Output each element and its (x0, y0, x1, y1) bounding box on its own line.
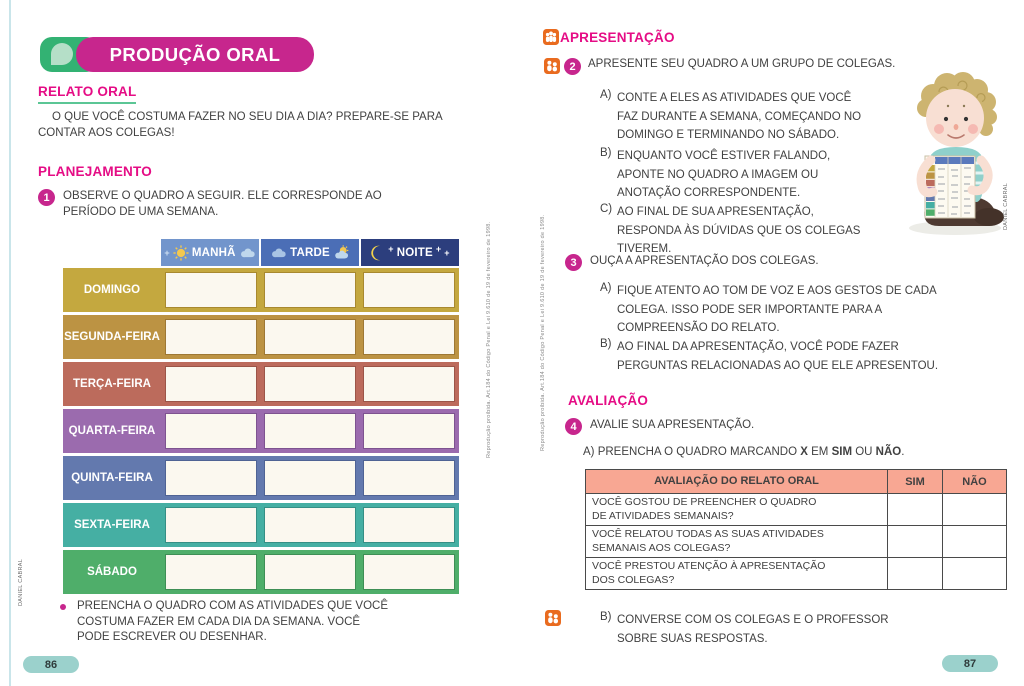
fill-table-instruction: PREENCHA O QUADRO COM AS ATIVIDADES QUE VOCÊ COSTUMA FAZER EM CADA DIA DA SEMANA. VOCÊ PODE ESCREVER OU DESENHAR. (60, 599, 390, 646)
activity-cell (363, 366, 455, 402)
section-banner (40, 37, 314, 72)
activity-cell (165, 319, 257, 355)
column-label: NOITE (396, 246, 433, 259)
sparkle-icon: + (164, 247, 170, 258)
item-4-sub-a: A) PREENCHA O QUADRO MARCANDO X EM SIM OU NÃO. (583, 446, 905, 458)
day-row-sabado (63, 550, 459, 594)
sim-answer-cell (888, 494, 943, 525)
day-row-domingo (63, 268, 459, 312)
activity-cell (165, 460, 257, 496)
item-3 (565, 254, 985, 271)
item-2 (544, 57, 918, 75)
banner-pill (76, 37, 314, 72)
evaluation-row (586, 493, 1006, 525)
activity-cell (165, 366, 257, 402)
activity-cell (264, 413, 356, 449)
activity-cell (363, 272, 455, 308)
sun-behind-cloud-icon (333, 245, 350, 261)
day-row-quarta (63, 409, 459, 453)
item-3-text: OUÇA A APRESENTAÇÃO DOS COLEGAS. (590, 255, 819, 267)
cloud-icon (270, 246, 287, 259)
section-title: RELATO ORAL (38, 84, 136, 104)
question-cell: VOCÊ RELATOU TODAS AS SUAS ATIVIDADES SEMANAIS AOS COLEGAS? (586, 526, 888, 557)
item-number-badge: 1 (38, 189, 55, 206)
activity-cell (363, 319, 455, 355)
artist-credit-right: DANIEL CABRAL (1003, 182, 1009, 230)
day-label: SEGUNDA-FEIRA (64, 331, 160, 343)
weekly-activities-table (63, 239, 459, 597)
header-nao: NÃO (962, 475, 987, 488)
item-number-badge: 3 (565, 254, 582, 271)
nao-answer-cell (943, 558, 1006, 589)
column-tarde (261, 239, 359, 266)
child-illustration (895, 60, 1013, 238)
column-manha (161, 239, 259, 266)
evaluation-title: AVALIAÇÃO (568, 393, 649, 408)
nao-answer-cell (943, 526, 1006, 557)
activity-cell (264, 272, 356, 308)
activity-cell (264, 460, 356, 496)
item-4-sub-b: B) CONVERSE COM OS COLEGAS E O PROFESSOR SOBRE SUAS RESPOSTAS. (600, 611, 889, 645)
cloud-icon (239, 246, 256, 259)
activity-cell (264, 366, 356, 402)
bullet-icon (60, 604, 66, 610)
column-noite (361, 239, 459, 266)
page-edge-line (9, 0, 11, 686)
copyright-vertical-left: Reprodução proibida. Art.184 do Código Penal e Lei 9.610 de 19 de fevereiro de 1998. (486, 221, 492, 458)
column-label: MANHÃ (191, 246, 236, 259)
activity-cell (165, 413, 257, 449)
star-icon: + (444, 247, 450, 258)
column-label: TARDE (290, 246, 330, 259)
nao-answer-cell (943, 494, 1006, 525)
intro-paragraph: O QUE VOCÊ COSTUMA FAZER NO SEU DIA A DIA? PREPARE-SE PARA CONTAR AOS COLEGAS! (38, 111, 443, 139)
activity-cell (363, 413, 455, 449)
group-icon (543, 29, 559, 45)
day-label: SÁBADO (87, 566, 137, 578)
item-3-sub-a: A) FIQUE ATENTO AO TOM DE VOZ E AOS GESTOS DE CADA COLEGA. ISSO PODE SER IMPORTANTE PARA A COMPREENSÃO DO RELATO. (600, 282, 937, 334)
question-cell: VOCÊ PRESTOU ATENÇÃO À APRESENTAÇÃO DOS COLEGAS? (586, 558, 888, 589)
day-label: QUARTA-FEIRA (68, 425, 156, 437)
presentation-title: APRESENTAÇÃO (560, 29, 675, 45)
evaluation-row (586, 525, 1006, 557)
presentation-heading (543, 29, 675, 45)
activity-cell (165, 272, 257, 308)
day-label: TERÇA-FEIRA (73, 378, 151, 390)
child-with-chart-illustration (895, 60, 1013, 238)
item-4-text: AVALIE SUA APRESENTAÇÃO. (590, 419, 755, 431)
activity-cell (264, 319, 356, 355)
pair-icon (544, 58, 560, 74)
sim-answer-cell (888, 558, 943, 589)
evaluation-table (585, 469, 1007, 590)
day-row-terca (63, 362, 459, 406)
activity-cell (363, 507, 455, 543)
item-number-badge: 2 (564, 58, 581, 75)
page-number-left: 86 (23, 656, 79, 673)
header-sim: SIM (888, 470, 943, 493)
activity-cell (363, 554, 455, 590)
activity-cell (363, 460, 455, 496)
planning-title: PLANEJAMENTO (38, 164, 152, 179)
item-number-badge: 4 (565, 418, 582, 435)
item-3-sub-b: B) AO FINAL DA APRESENTAÇÃO, VOCÊ PODE FAZER PERGUNTAS RELACIONADAS AO QUE ELE APRESENTOU. (600, 338, 939, 372)
evaluation-row (586, 557, 1006, 589)
activity-cell (264, 507, 356, 543)
artist-credit-left: DANIEL CABRAL (18, 558, 24, 606)
item-2-sub-c: C) AO FINAL DE SUA APRESENTAÇÃO, RESPONDA ÀS DÚVIDAS QUE OS COLEGAS TIVEREM. (600, 203, 861, 255)
day-label: DOMINGO (83, 284, 141, 296)
sun-icon (173, 245, 189, 261)
item-2-text: APRESENTE SEU QUADRO A UM GRUPO DE COLEGAS. (588, 58, 896, 70)
item-1-text: OBSERVE O QUADRO A SEGUIR. ELE CORRESPONDE AO PERÍODO DE UMA SEMANA. (63, 190, 382, 218)
moon-icon (370, 245, 385, 261)
star-icon: + (435, 243, 442, 254)
activity-cell (264, 554, 356, 590)
day-label: SEXTA-FEIRA (74, 519, 150, 531)
activity-cell (165, 507, 257, 543)
item-1 (38, 189, 438, 220)
item-2-sub-b: B) ENQUANTO VOCÊ ESTIVER FALANDO, APONTE NO QUADRO A IMAGEM OU ANOTAÇÃO CORRESPONDENTE. (600, 147, 831, 199)
page-number-right: 87 (942, 655, 998, 672)
day-label: QUINTA-FEIRA (71, 472, 153, 484)
day-row-quinta (63, 456, 459, 500)
star-icon: + (388, 243, 394, 254)
day-row-sexta (63, 503, 459, 547)
item-4 (565, 418, 985, 435)
leaf-icon (51, 43, 73, 65)
copyright-vertical-right: Reprodução proibida. Art.184 do Código Penal e Lei 9.610 de 19 de fevereiro de 1998. (540, 214, 546, 451)
question-cell: VOCÊ GOSTOU DE PREENCHER O QUADRO DE ATIVIDADES SEMANAIS? (586, 494, 888, 525)
banner-title: PRODUÇÃO ORAL (109, 43, 281, 65)
activity-cell (165, 554, 257, 590)
pair-icon (545, 610, 561, 626)
weekly-table-header (161, 239, 459, 266)
evaluation-table-header (586, 470, 1006, 493)
mini-chart (925, 156, 975, 218)
item-2-sub-a: A) CONTE A ELES AS ATIVIDADES QUE VOCÊ FAZ DURANTE A SEMANA, COMEÇANDO NO DOMINGO E TERMINANDO NO SÁBADO. (600, 89, 862, 141)
sim-answer-cell (888, 526, 943, 557)
header-question: AVALIAÇÃO DO RELATO ORAL (586, 470, 888, 493)
day-row-segunda (63, 315, 459, 359)
